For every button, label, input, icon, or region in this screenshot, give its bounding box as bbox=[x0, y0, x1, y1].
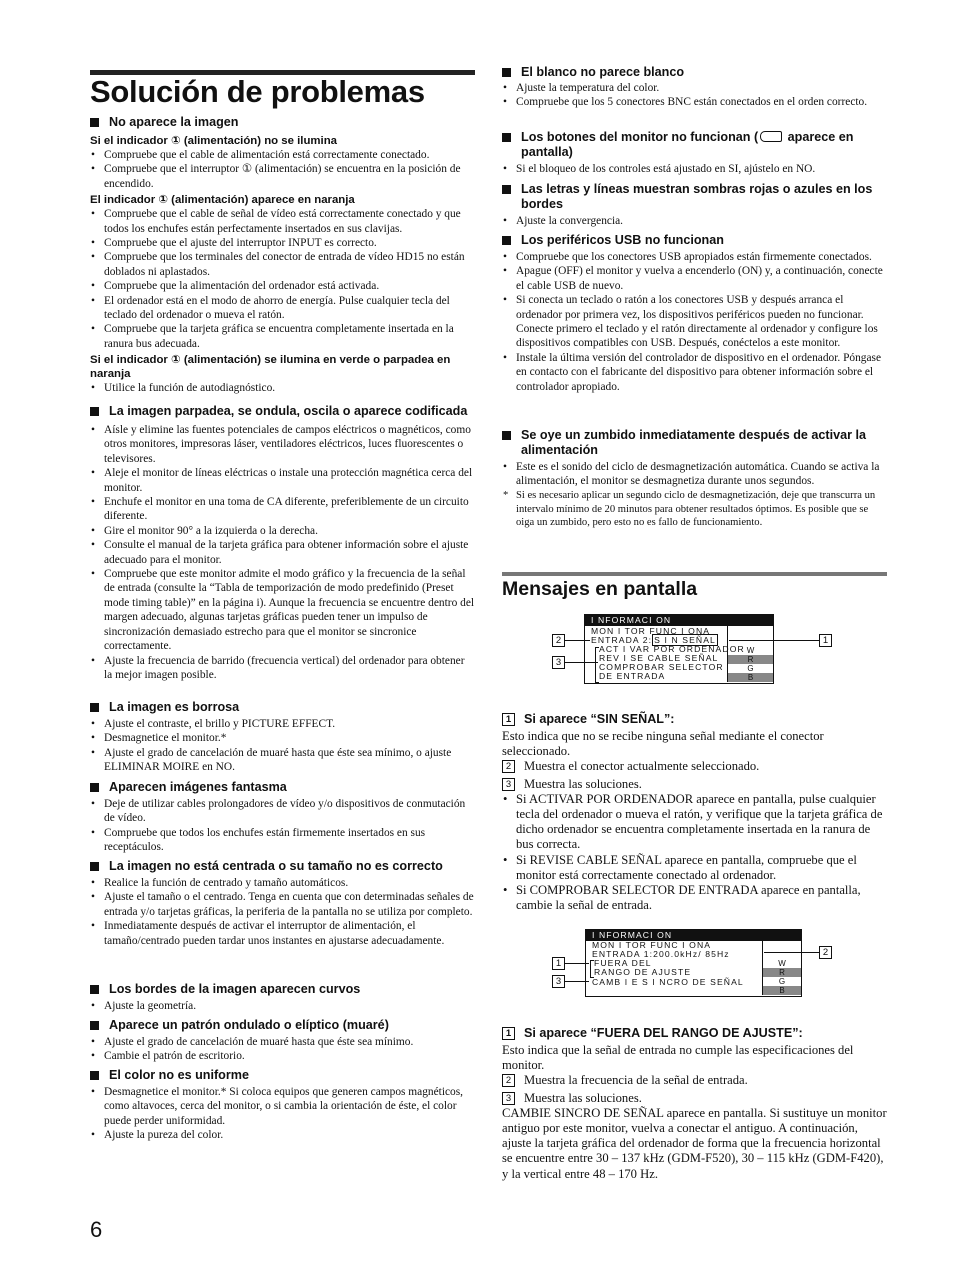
square-bullet-icon bbox=[502, 236, 511, 245]
list-usb bbox=[502, 250, 887, 394]
list-item: • Este es el sonido del ciclo de desmagnetización automática. Cuando se activa la alimentación, el monitor se desmagnetiza durante unos segundos. bbox=[502, 460, 887, 489]
list-item: • Compruebe que este monitor admite el modo gráfico y la frecuencia de la señal de entrada (consulte la “Tabla de temporización de modo predefinido (Preset mode timing table)” en la página i). Aunque la frecuencia se encuentre dentro del margen adecuado, algunas tarjetas gráficas pueden tener un impulso de sincronización demasiado estrecho para que el monitor se sincronice correctamente. bbox=[90, 567, 475, 653]
subheading-indicator-green: Si el indicador ① (alimentación) se ilumina en verde o parpadea en naranja bbox=[90, 354, 451, 381]
heading-blurry: La imagen es borrosa bbox=[90, 700, 475, 715]
section-color bbox=[90, 1068, 475, 1143]
footnote: * Si es necesario aplicar un segundo ciclo de desmagnetización, deje que transcurra un intervalo mínimo de 20 minutos para obtener resultados óptimos. Es posible que se oiga un zumbido, pero esto no es fallo de funcionamiento. bbox=[502, 489, 887, 530]
list-item: • Ajuste la frecuencia de barrido (frecuencia vertical) del ordenador para obtener la mejor imagen posible. bbox=[90, 654, 475, 683]
osd-bar: I NFORMACI ON bbox=[586, 930, 801, 941]
rgb-w: W bbox=[778, 959, 786, 968]
out-of-range-step-3: 3 Muestra las soluciones. bbox=[502, 1091, 887, 1106]
callout-3: 3 bbox=[552, 975, 565, 988]
rgb-r: R bbox=[728, 655, 773, 664]
list-item: • Gire el monitor 90° a la izquierda o la derecha. bbox=[90, 524, 475, 538]
list-item: • Consulte el manual de la tarjeta gráfica para obtener información sobre el ajuste adecuado para el monitor. bbox=[90, 538, 475, 567]
osd-line: REV I SE CABLE SEÑAL bbox=[599, 653, 719, 663]
callout-3: 3 bbox=[552, 656, 565, 669]
subheading-indicator-off: Si el indicador ① (alimentación) no se ilumina bbox=[90, 135, 337, 147]
square-bullet-icon bbox=[502, 185, 511, 194]
rgb-b: B bbox=[763, 986, 801, 995]
callout-line bbox=[565, 963, 589, 964]
osd-rgb bbox=[727, 626, 773, 682]
heading-no-image: No aparece la imagen bbox=[90, 115, 475, 130]
square-bullet-icon bbox=[90, 985, 99, 994]
heading-white: El blanco no parece blanco bbox=[502, 65, 887, 80]
list-item: • Ajuste la convergencia. bbox=[502, 214, 887, 228]
square-bullet-icon bbox=[90, 118, 99, 127]
subheading-indicator-orange: El indicador ① (alimentación) aparece en naranja bbox=[90, 194, 355, 207]
list-indicator-orange bbox=[90, 207, 475, 351]
list-center bbox=[90, 876, 475, 948]
section-white bbox=[502, 65, 887, 110]
callout-1: 1 bbox=[819, 634, 832, 647]
page-title: Solución de problemas bbox=[90, 74, 425, 109]
list-item: • Desmagnetice el monitor.* bbox=[90, 731, 475, 745]
list-item: • Ajuste la pureza del color. bbox=[90, 1128, 475, 1142]
square-bullet-icon bbox=[502, 133, 511, 142]
out-of-range-body: Esto indica que la señal de entrada no cumple las especificaciones del monitor. bbox=[502, 1043, 854, 1073]
square-bullet-icon bbox=[90, 783, 99, 792]
heading-ghost: Aparecen imágenes fantasma bbox=[90, 780, 475, 795]
osd-line: CAMB I E S I NCRO DE SEÑAL bbox=[592, 977, 744, 987]
callout-line bbox=[565, 662, 598, 663]
list-item: • Deje de utilizar cables prolongadores de vídeo y/o dispositivos de conmutación de vídeo. bbox=[90, 797, 475, 826]
square-bullet-icon bbox=[90, 1071, 99, 1080]
list-item: • Desmagnetice el monitor.* Si coloca equipos que generen campos magnéticos, como altavoces, cerca del monitor, o si cambia la orientación de éste, el color puede perder uniformidad. bbox=[90, 1085, 475, 1128]
list-item: • Ajuste la temperatura del color. bbox=[502, 81, 887, 95]
osd-line: COMPROBAR SELECTOR bbox=[599, 662, 724, 672]
list-item: • Compruebe que la alimentación del ordenador está activada. bbox=[90, 279, 475, 293]
list-item: • Compruebe que el ajuste del interruptor INPUT es correcto. bbox=[90, 236, 475, 250]
section-hum bbox=[502, 428, 887, 530]
list-item: • Compruebe que los terminales del conector de entrada de vídeo HD15 no están doblados ni aplastados. bbox=[90, 250, 475, 279]
list-indicator-green bbox=[90, 381, 475, 395]
rgb-w: W bbox=[746, 646, 755, 655]
list-color bbox=[90, 1085, 475, 1143]
list-item: • Ajuste el contraste, el brillo y PICTURE EFFECT. bbox=[90, 717, 475, 731]
out-of-range-title: 1 Si aparece “FUERA DEL RANGO DE AJUSTE”: bbox=[502, 1026, 887, 1041]
section-no-signal bbox=[502, 712, 887, 913]
list-item: • Si REVISE CABLE SEÑAL aparece en pantalla, compruebe que el monitor está correctamente conectado al ordenador. bbox=[502, 853, 887, 883]
list-item: • Ajuste la geometría. bbox=[90, 999, 475, 1013]
callout-line bbox=[565, 981, 589, 982]
osd-line: MON I TOR FUNC I ONA bbox=[591, 626, 711, 636]
callout-2: 2 bbox=[552, 634, 565, 647]
list-item: • Instale la última versión del controlador de dispositivo en el ordenador. Póngase en contacto con el fabricante del dispositivo para obtener información sobre el controlador apropiado. bbox=[502, 351, 887, 394]
list-item: • Compruebe que los 5 conectores BNC están conectados en el orden correcto. bbox=[502, 95, 887, 109]
callout-line bbox=[764, 952, 819, 953]
list-item: • Aísle y elimine las fuentes potenciales de campos eléctricos o magnéticos, como otros monitores, impresoras láser, ventiladores eléctricos, luces fluorescentes o televisores. bbox=[90, 423, 475, 466]
osd-line: ENTRADA 2: S I N SEÑAL bbox=[591, 635, 716, 645]
osd-line: ACT I VAR POR ORDENADOR bbox=[599, 644, 745, 654]
callout-line bbox=[729, 640, 819, 641]
list-white bbox=[502, 81, 887, 110]
heading-hum: Se oye un zumbido inmediatamente después de activar la alimentación bbox=[502, 428, 887, 458]
rgb-g: G bbox=[747, 664, 754, 673]
messages-rule bbox=[502, 572, 887, 576]
section-usb bbox=[502, 233, 887, 394]
list-hum bbox=[502, 460, 887, 530]
osd-bar: I NFORMACI ON bbox=[585, 615, 773, 626]
osd-line: DE ENTRADA bbox=[599, 671, 666, 681]
list-curved bbox=[90, 999, 475, 1013]
osd-out-of-range bbox=[585, 929, 802, 997]
heading-curved: Los bordes de la imagen aparecen curvos bbox=[90, 982, 475, 997]
callout-2: 2 bbox=[819, 946, 832, 959]
square-bullet-icon bbox=[90, 703, 99, 712]
osd-line: RANGO DE AJUSTE bbox=[594, 967, 692, 977]
no-signal-step-2: 2 Muestra el conector actualmente seleccionado. bbox=[502, 759, 887, 774]
osd-rgb bbox=[762, 941, 801, 995]
list-item: • Inmediatamente después de activar el interruptor de alimentación, el tamaño/centrado pueden tardar unos instantes en ajustarse adecuadamente. bbox=[90, 919, 475, 948]
square-bullet-icon bbox=[502, 68, 511, 77]
out-of-range-tail: CAMBIE SINCRO DE SEÑAL aparece en pantalla. Si sustituye un monitor antiguo por este monitor, vuelva a conectar el antiguo. A continuación, ajuste la tarjeta gráfica del ordenador de forma que la frecuencia horizontal se encuentre entre 30 – 137 kHz (GDM-F520), 30 – 115 kHz (GDM-F420), y la vertical entre 48 – 170 Hz. bbox=[502, 1105, 887, 1181]
list-ghost bbox=[90, 797, 475, 855]
heading-center: La imagen no está centrada o su tamaño no es correcto bbox=[90, 859, 475, 874]
out-of-range-step-2: 2 Muestra la frecuencia de la señal de entrada. bbox=[502, 1073, 887, 1088]
list-blurry bbox=[90, 717, 475, 775]
heading-color: El color no es uniforme bbox=[90, 1068, 475, 1083]
list-item: • Ajuste el grado de cancelación de muaré hasta que éste sea mínimo. bbox=[90, 1035, 475, 1049]
osd-line: FUERA DEL bbox=[594, 958, 652, 968]
section-curved bbox=[90, 982, 475, 1013]
heading-usb: Los periféricos USB no funcionan bbox=[502, 233, 887, 248]
list-item: • Apague (OFF) el monitor y vuelva a encenderlo (ON) y, a continuación, conecte el cable USB de nuevo. bbox=[502, 264, 887, 293]
key-lock-icon bbox=[760, 131, 782, 142]
list-item: • Cambie el patrón de escritorio. bbox=[90, 1049, 475, 1063]
no-signal-title: 1 Si aparece “SIN SEÑAL”: bbox=[502, 712, 887, 727]
heading-buttons: Los botones del monitor no funcionan ( aparece en pantalla) bbox=[502, 130, 887, 160]
square-bullet-icon bbox=[90, 407, 99, 416]
square-bullet-icon bbox=[90, 862, 99, 871]
section-flicker bbox=[90, 404, 475, 682]
list-moire bbox=[90, 1035, 475, 1064]
section-moire bbox=[90, 1018, 475, 1064]
list-flicker bbox=[90, 423, 475, 682]
section-out-of-range bbox=[502, 1026, 887, 1182]
section-center bbox=[90, 859, 475, 948]
list-item: • Realice la función de centrado y tamaño automáticos. bbox=[90, 876, 475, 890]
list-item: • Compruebe que el cable de señal de vídeo está correctamente conectado y que todos los enchufes están perfectamente insertados en sus clavijas. bbox=[90, 207, 475, 236]
heading-shadows: Las letras y líneas muestran sombras rojas o azules en los bordes bbox=[502, 182, 887, 212]
rgb-b: B bbox=[728, 673, 773, 682]
list-buttons bbox=[502, 162, 887, 176]
osd-bracket bbox=[595, 647, 599, 683]
list-shadows bbox=[502, 214, 887, 228]
list-indicator-off bbox=[90, 148, 475, 191]
section-shadows bbox=[502, 182, 887, 228]
page-number: 6 bbox=[90, 1217, 103, 1242]
osd-no-signal bbox=[584, 614, 774, 684]
list-item: • Compruebe que la tarjeta gráfica se encuentra completamente insertada en la ranura bus adecuada. bbox=[90, 322, 475, 351]
list-item: • Compruebe que todos los enchufes están firmemente insertados en sus receptáculos. bbox=[90, 826, 475, 855]
section-buttons bbox=[502, 130, 887, 176]
osd-line: ENTRADA 1:200.0kHz/ 85Hz bbox=[592, 949, 730, 959]
list-item: • Aleje el monitor de líneas eléctricas o instale una protección magnética cerca del monitor. bbox=[90, 466, 475, 495]
list-item: • Ajuste el tamaño o el centrado. Tenga en cuenta que con determinadas señales de entrada y/o tarjetas gráficas, la periferia de la pantalla no se utiliza por completo. bbox=[90, 890, 475, 919]
list-item: • Si el bloqueo de los controles está ajustado en SI, ajústelo en NO. bbox=[502, 162, 887, 176]
messages-title: Mensajes en pantalla bbox=[502, 578, 698, 600]
rgb-r: R bbox=[763, 968, 801, 977]
list-item: • Utilice la función de autodiagnóstico. bbox=[90, 381, 475, 395]
callout-1: 1 bbox=[552, 957, 565, 970]
section-blurry bbox=[90, 700, 475, 775]
square-bullet-icon bbox=[502, 431, 511, 440]
list-item: • Compruebe que el interruptor ① (alimentación) se encuentra en la posición de encendido. bbox=[90, 162, 475, 191]
callout-line bbox=[565, 640, 590, 641]
no-signal-step-3: 3 Muestra las soluciones. bbox=[502, 777, 887, 792]
list-item: • Compruebe que los conectores USB apropiados están firmemente conectados. bbox=[502, 250, 887, 264]
rgb-g: G bbox=[778, 977, 786, 986]
list-item: • Si COMPROBAR SELECTOR DE ENTRADA aparece en pantalla, cambie la señal de entrada. bbox=[502, 883, 887, 913]
list-item: • Enchufe el monitor en una toma de CA diferente, preferiblemente de un circuito diferente. bbox=[90, 495, 475, 524]
square-bullet-icon bbox=[90, 1021, 99, 1030]
list-item: • Si conecta un teclado o ratón a los conectores USB y después arranca el ordenador por primera vez, los dispositivos periféricos pueden no funcionar. Conecte primero el teclado y el ratón directamente al ordenador y configure los dispositivos compatibles con USB. Después, conéctelos a este monitor. bbox=[502, 293, 887, 351]
osd-line: MON I TOR FUNC I ONA bbox=[592, 940, 712, 950]
no-signal-body: Esto indica que no se recibe ninguna señal mediante el conector seleccionado. bbox=[502, 729, 824, 759]
heading-flicker: La imagen parpadea, se ondula, oscila o aparece codificada bbox=[90, 404, 475, 419]
list-item: • El ordenador está en el modo de ahorro de energía. Pulse cualquier tecla del teclado del ordenador o mueva el ratón. bbox=[90, 294, 475, 323]
section-ghost bbox=[90, 780, 475, 855]
list-item: • Compruebe que el cable de alimentación está correctamente conectado. bbox=[90, 148, 475, 162]
list-item: • Ajuste el grado de cancelación de muaré hasta que éste sea mínimo, o ajuste ELIMINAR MOIRE en NO. bbox=[90, 746, 475, 775]
list-item: • Si ACTIVAR POR ORDENADOR aparece en pantalla, pulse cualquier tecla del ordenador o mueva el ratón, y verifique que la tarjeta gráfica de dicho ordenador se encuentra completamente insertada en la ranura de bus correcta. bbox=[502, 792, 887, 853]
heading-moire: Aparece un patrón ondulado o elíptico (muaré) bbox=[90, 1018, 475, 1033]
section-no-image bbox=[90, 115, 475, 396]
osd-bracket bbox=[590, 960, 594, 978]
